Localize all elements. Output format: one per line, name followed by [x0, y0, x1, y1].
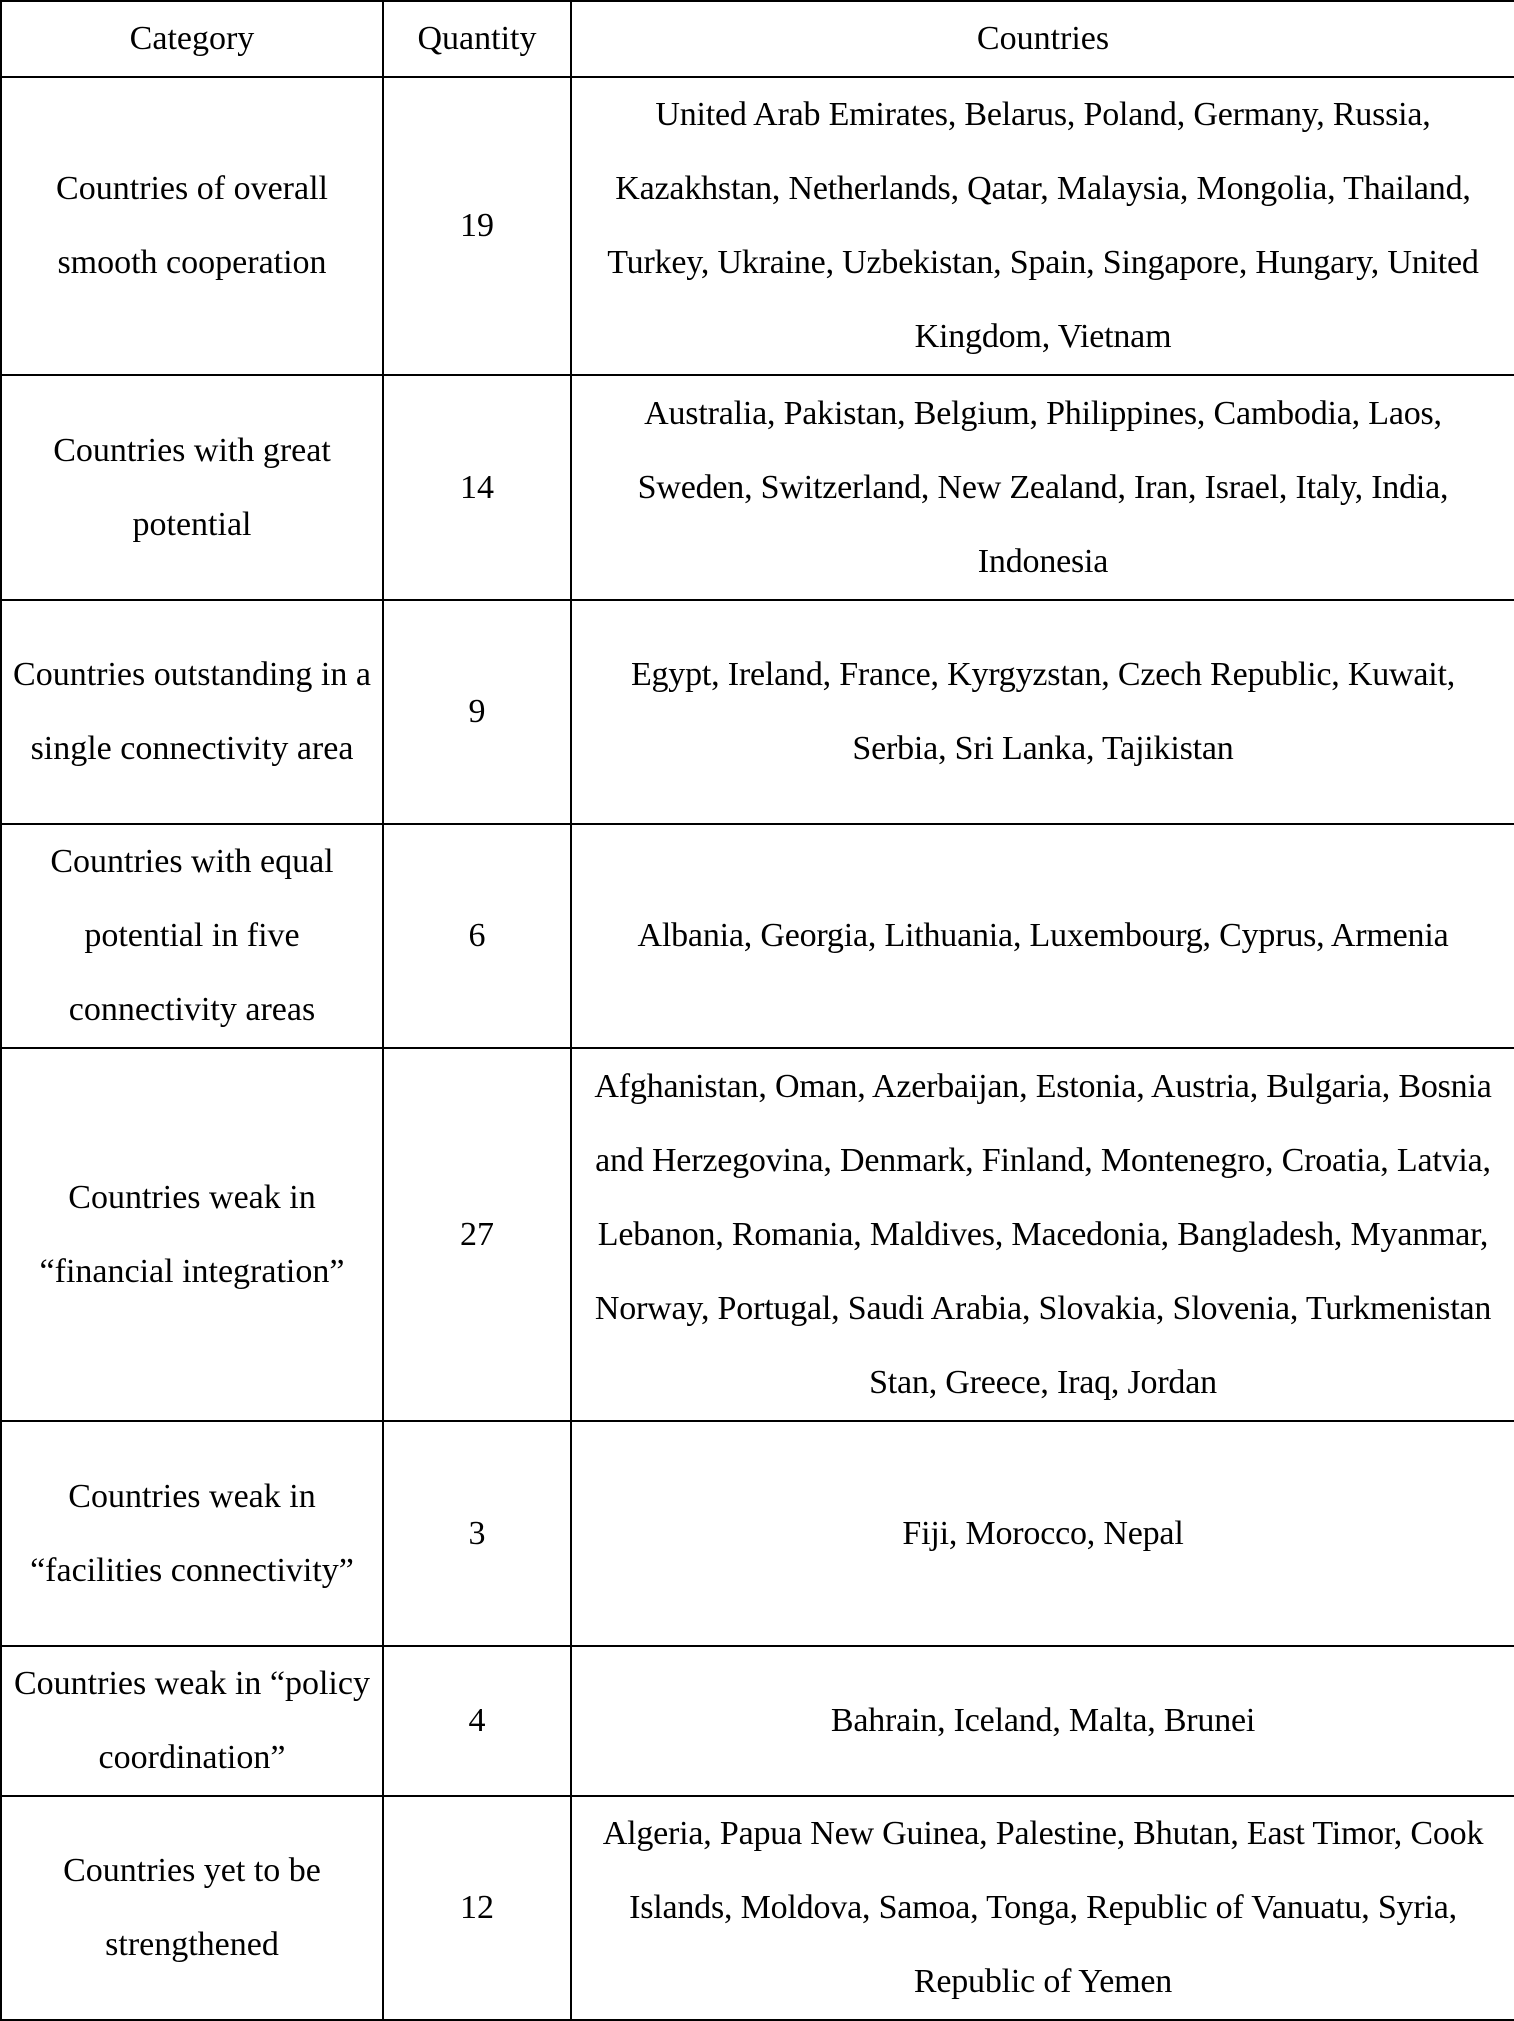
table-row: [1, 824, 1514, 1048]
table-row: [1, 600, 1514, 824]
countries-cell: Egypt, Ireland, France, Kyrgyzstan, Czech Republic, Kuwait, Serbia, Sri Lanka, Tajikistan: [571, 600, 1514, 824]
quantity-cell: 14: [383, 375, 571, 600]
header-quantity: Quantity: [383, 1, 571, 77]
table-row: [1, 77, 1514, 375]
table-header-row: [1, 1, 1514, 77]
countries-cell: Afghanistan, Oman, Azerbaijan, Estonia, Austria, Bulgaria, Bosnia and Herzegovina, Denmark, Finland, Montenegro, Croatia, Latvia, Lebanon, Romania, Maldives, Macedonia, Bangladesh, Myanmar, Norway, Portugal, Saudi Arabia, Slovakia, Slovenia, Turkmenistan Stan, Greece, Iraq, Jordan: [571, 1048, 1514, 1421]
category-cell: Countries outstanding in a single connectivity area: [1, 600, 383, 824]
quantity-cell: 19: [383, 77, 571, 375]
header-countries: Countries: [571, 1, 1514, 77]
quantity-cell: 9: [383, 600, 571, 824]
quantity-cell: 3: [383, 1421, 571, 1646]
quantity-cell: 4: [383, 1646, 571, 1796]
countries-cell: Fiji, Morocco, Nepal: [571, 1421, 1514, 1646]
countries-cell: Albania, Georgia, Lithuania, Luxembourg, Cyprus, Armenia: [571, 824, 1514, 1048]
countries-cell: Australia, Pakistan, Belgium, Philippines, Cambodia, Laos, Sweden, Switzerland, New Zealand, Iran, Israel, Italy, India, Indonesia: [571, 375, 1514, 600]
quantity-cell: 27: [383, 1048, 571, 1421]
category-cell: Countries with great potential: [1, 375, 383, 600]
quantity-cell: 6: [383, 824, 571, 1048]
countries-cell: United Arab Emirates, Belarus, Poland, Germany, Russia, Kazakhstan, Netherlands, Qatar, Malaysia, Mongolia, Thailand, Turkey, Ukraine, Uzbekistan, Spain, Singapore, Hungary, United Kingdom, Vietnam: [571, 77, 1514, 375]
table-row: [1, 1421, 1514, 1646]
countries-cell: Bahrain, Iceland, Malta, Brunei: [571, 1646, 1514, 1796]
quantity-cell: 12: [383, 1796, 571, 2020]
table-row: [1, 1646, 1514, 1796]
category-cell: Countries weak in “policy coordination”: [1, 1646, 383, 1796]
table-row: [1, 375, 1514, 600]
table-row: [1, 1048, 1514, 1421]
category-cell: Countries of overall smooth cooperation: [1, 77, 383, 375]
table-row: [1, 1796, 1514, 2020]
category-cell: Countries weak in “facilities connectivity”: [1, 1421, 383, 1646]
category-cell: Countries weak in “financial integration”: [1, 1048, 383, 1421]
category-cell: Countries with equal potential in five connectivity areas: [1, 824, 383, 1048]
category-cell: Countries yet to be strengthened: [1, 1796, 383, 2020]
header-category: Category: [1, 1, 383, 77]
countries-cell: Algeria, Papua New Guinea, Palestine, Bhutan, East Timor, Cook Islands, Moldova, Samoa, Tonga, Republic of Vanuatu, Syria, Republic of Yemen: [571, 1796, 1514, 2020]
